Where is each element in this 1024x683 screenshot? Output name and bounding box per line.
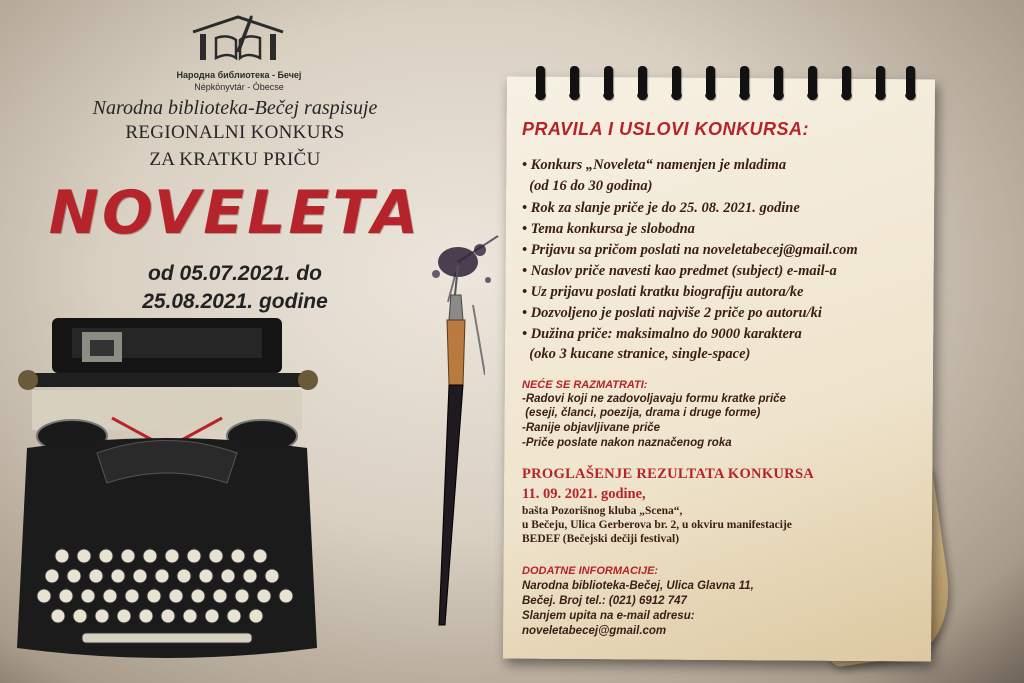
rule-item: • Dužina priče: maksimalno do 9000 karaktera — [522, 326, 802, 342]
announcement-line: Narodna biblioteka-Bečej raspisuje — [92, 97, 378, 119]
spiral-ring-icon — [876, 66, 885, 100]
spiral-ring-icon — [774, 66, 783, 100]
spiral-ring-icon — [672, 66, 681, 100]
contest-subject: ZA KRATKU PRIČU — [149, 149, 321, 170]
info-email: noveletabecej@gmail.com — [522, 625, 667, 637]
spiral-ring-icon — [638, 66, 647, 100]
excluded-item: (eseji, članci, poezija, drama i druge forme) — [522, 407, 761, 419]
results-venue: bašta Pozorišnog kluba „Scena“, — [522, 505, 683, 517]
contest-title: NOVELETA — [48, 178, 422, 248]
excluded-item: -Priče poslate nakon naznačenog roka — [522, 437, 732, 449]
rule-item: • Rok za slanje priče je do 25. 08. 2021. godine — [522, 200, 800, 216]
info-line: Narodna biblioteka-Bečej, Ulica Glavna 11, — [522, 580, 754, 592]
spiral-ring-icon — [808, 66, 817, 100]
logo-caption-hungarian: Népkönyvtár - Óbecse — [194, 82, 284, 92]
logo-caption-cyrillic: Народна библиотека - Бечеј — [176, 70, 302, 80]
results-venue: u Bečeju, Ulica Gerberova br. 2, u okviru manifestacije — [522, 519, 792, 531]
contest-type: REGIONALNI KONKURS — [125, 122, 345, 143]
results-venue: BEDEF (Bečejski dečiji festival) — [522, 533, 680, 545]
info-line: Bečej. Broj tel.: (021) 6912 747 — [522, 595, 687, 607]
info-line: Slanjem upita na e-mail adresu: — [522, 610, 695, 622]
rule-item: • Dozvoljeno je poslati najviše 2 priče po autoru/ki — [522, 305, 822, 321]
spiral-ring-icon — [570, 66, 579, 100]
date-range-start: od 05.07.2021. do — [148, 262, 322, 285]
results-heading: PROGLAŠENJE REZULTATA KONKURSA — [522, 466, 815, 482]
spiral-ring-icon — [740, 66, 749, 100]
results-date: 11. 09. 2021. godine, — [522, 486, 646, 502]
excluded-item: -Radovi koji ne zadovoljavaju formu kratke priče — [522, 393, 786, 405]
rule-item: • Tema konkursa je slobodna — [522, 221, 695, 237]
rule-item: • Prijavu sa pričom poslati na noveletabecej@gmail.com — [522, 242, 858, 258]
excluded-heading: NEĆE SE RAZMATRATI: — [522, 379, 648, 391]
rule-item: • Konkurs „Noveleta“ namenjen je mladima — [522, 157, 787, 173]
spiral-ring-icon — [706, 66, 715, 100]
rule-item: • Naslov priče navesti kao predmet (subject) e-mail-a — [522, 263, 837, 279]
rules-heading: PRAVILA I USLOVI KONKURSA: — [522, 119, 810, 139]
date-range-end: 25.08.2021. godine — [142, 290, 328, 313]
rule-item: (oko 3 kucane stranice, single-space) — [522, 346, 751, 362]
spiral-ring-icon — [536, 66, 545, 100]
info-heading: DODATNE INFORMACIJE: — [522, 565, 659, 577]
spiral-ring-icon — [604, 66, 613, 100]
excluded-item: -Ranije objavljivane priče — [522, 422, 661, 434]
rule-item: • Uz prijavu poslati kratku biografiju autora/ke — [522, 284, 804, 300]
library-logo-icon — [188, 12, 288, 62]
dip-pen-icon — [425, 265, 485, 635]
rule-item: (od 16 do 30 godina) — [522, 178, 653, 194]
spiral-ring-icon — [906, 66, 915, 100]
spiral-ring-icon — [842, 66, 851, 100]
typewriter-icon — [12, 318, 322, 678]
